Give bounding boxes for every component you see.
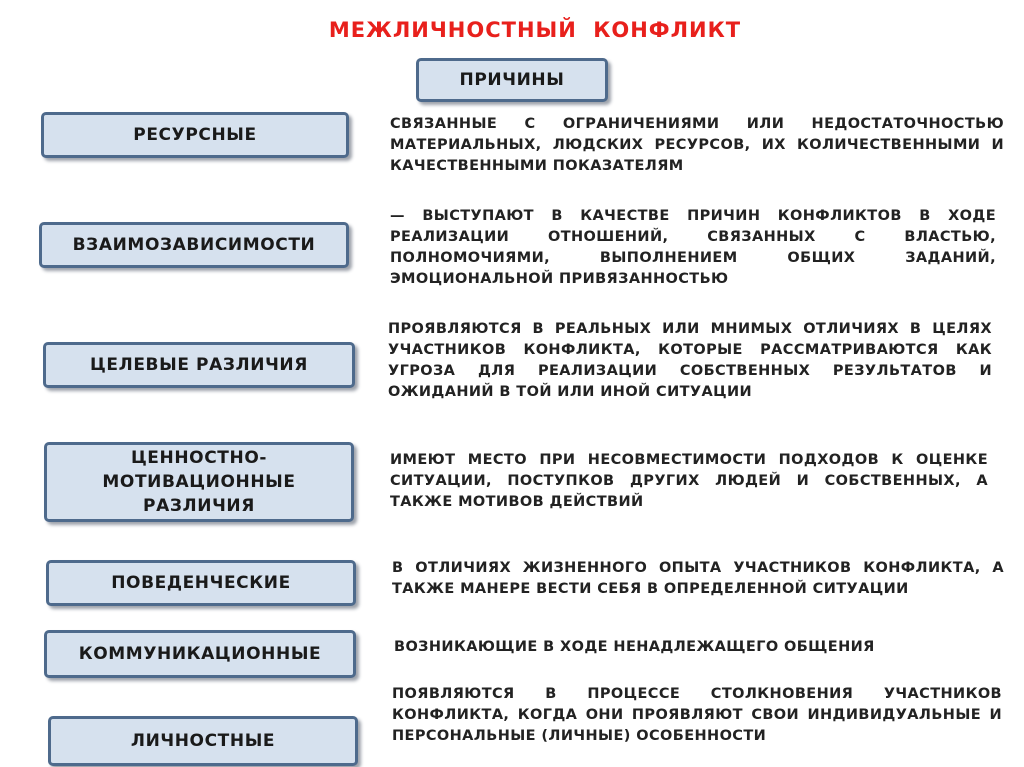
- cause-box-communication: [44, 630, 356, 678]
- cause-box-behavioral: [46, 560, 356, 606]
- cause-label: ВЗАИМОЗАВИСИМОСТИ: [72, 235, 316, 255]
- causes-header-label: ПРИЧИНЫ: [459, 70, 565, 90]
- cause-box-interdependence: [39, 222, 349, 268]
- cause-label: ЦЕННОСТНО-МОТИВАЦИОННЫЕ РАЗЛИЧИЯ: [102, 448, 296, 516]
- cause-description: В ОТЛИЧИЯХ ЖИЗНЕННОГО ОПЫТА УЧАСТНИКОВ КОНФЛИКТА, А ТАКЖЕ МАНЕРЕ ВЕСТИ СЕБЯ В ОПРЕДЕЛЕННОЙ СИТУАЦИИ: [392, 560, 1004, 597]
- cause-description: ИМЕЮТ МЕСТО ПРИ НЕСОВМЕСТИМОСТИ ПОДХОДОВ К ОЦЕНКЕ СИТУАЦИИ, ПОСТУПКОВ ДРУГИХ ЛЮДЕЙ И СОБСТВЕННЫХ, А ТАКЖЕ МОТИВОВ ДЕЙСТВИЙ: [390, 452, 988, 510]
- diagram-title: МЕЖЛИЧНОСТНЫЙ КОНФЛИКТ: [328, 18, 742, 42]
- cause-label: ПОВЕДЕНЧЕСКИЕ: [111, 573, 291, 593]
- cause-description: ПРОЯВЛЯЮТСЯ В РЕАЛЬНЫХ ИЛИ МНИМЫХ ОТЛИЧИЯХ В ЦЕЛЯХ УЧАСТНИКОВ КОНФЛИКТА, КОТОРЫЕ РАССМАТРИВАЮТСЯ КАК УГРОЗА ДЛЯ РЕАЛИЗАЦИИ СОБСТВЕННЫХ РЕЗУЛЬТАТОВ И ОЖИДАНИЙ В ТОЙ ИЛИ ИНОЙ СИТУАЦИИ: [388, 321, 992, 400]
- cause-box-resources: [41, 112, 349, 158]
- cause-label: ЛИЧНОСТНЫЕ: [130, 731, 276, 751]
- cause-description: ВОЗНИКАЮЩИЕ В ХОДЕ НЕНАДЛЕЖАЩЕГО ОБЩЕНИЯ: [394, 639, 875, 655]
- cause-description: — ВЫСТУПАЮТ В КАЧЕСТВЕ ПРИЧИН КОНФЛИКТОВ В ХОДЕ РЕАЛИЗАЦИИ ОТНОШЕНИЙ, СВЯЗАННЫХ С ВЛАСТЬЮ, ПОЛНОМОЧИЯМИ, ВЫПОЛНЕНИЕМ ОБЩИХ ЗАДАНИЙ, ЭМОЦИОНАЛЬНОЙ ПРИВЯЗАННОСТЬЮ: [390, 208, 996, 287]
- cause-description: ПОЯВЛЯЮТСЯ В ПРОЦЕССЕ СТОЛКНОВЕНИЯ УЧАСТНИКОВ КОНФЛИКТА, КОГДА ОНИ ПРОЯВЛЯЮТ СВОИ ИНДИВИДУАЛЬНЫЕ И ПЕРСОНАЛЬНЫЕ (ЛИЧНЫЕ) ОСОБЕННОСТИ: [392, 686, 1002, 744]
- cause-label: РЕСУРСНЫЕ: [133, 125, 257, 145]
- cause-description: СВЯЗАННЫЕ С ОГРАНИЧЕНИЯМИ ИЛИ НЕДОСТАТОЧНОСТЬЮ МАТЕРИАЛЬНЫХ, ЛЮДСКИХ РЕСУРСОВ, ИХ КОЛИЧЕСТВЕННЫМИ И КАЧЕСТВЕННЫМИ ПОКАЗАТЕЛЯМ: [390, 116, 1004, 174]
- cause-label: ЦЕЛЕВЫЕ РАЗЛИЧИЯ: [90, 355, 308, 375]
- cause-label: КОММУНИКАЦИОННЫЕ: [78, 644, 322, 664]
- cause-box-goal-differences: [43, 342, 355, 388]
- cause-box-personal: [48, 716, 358, 766]
- cause-box-value-motivation: [44, 442, 354, 522]
- causes-header-box: [416, 58, 608, 102]
